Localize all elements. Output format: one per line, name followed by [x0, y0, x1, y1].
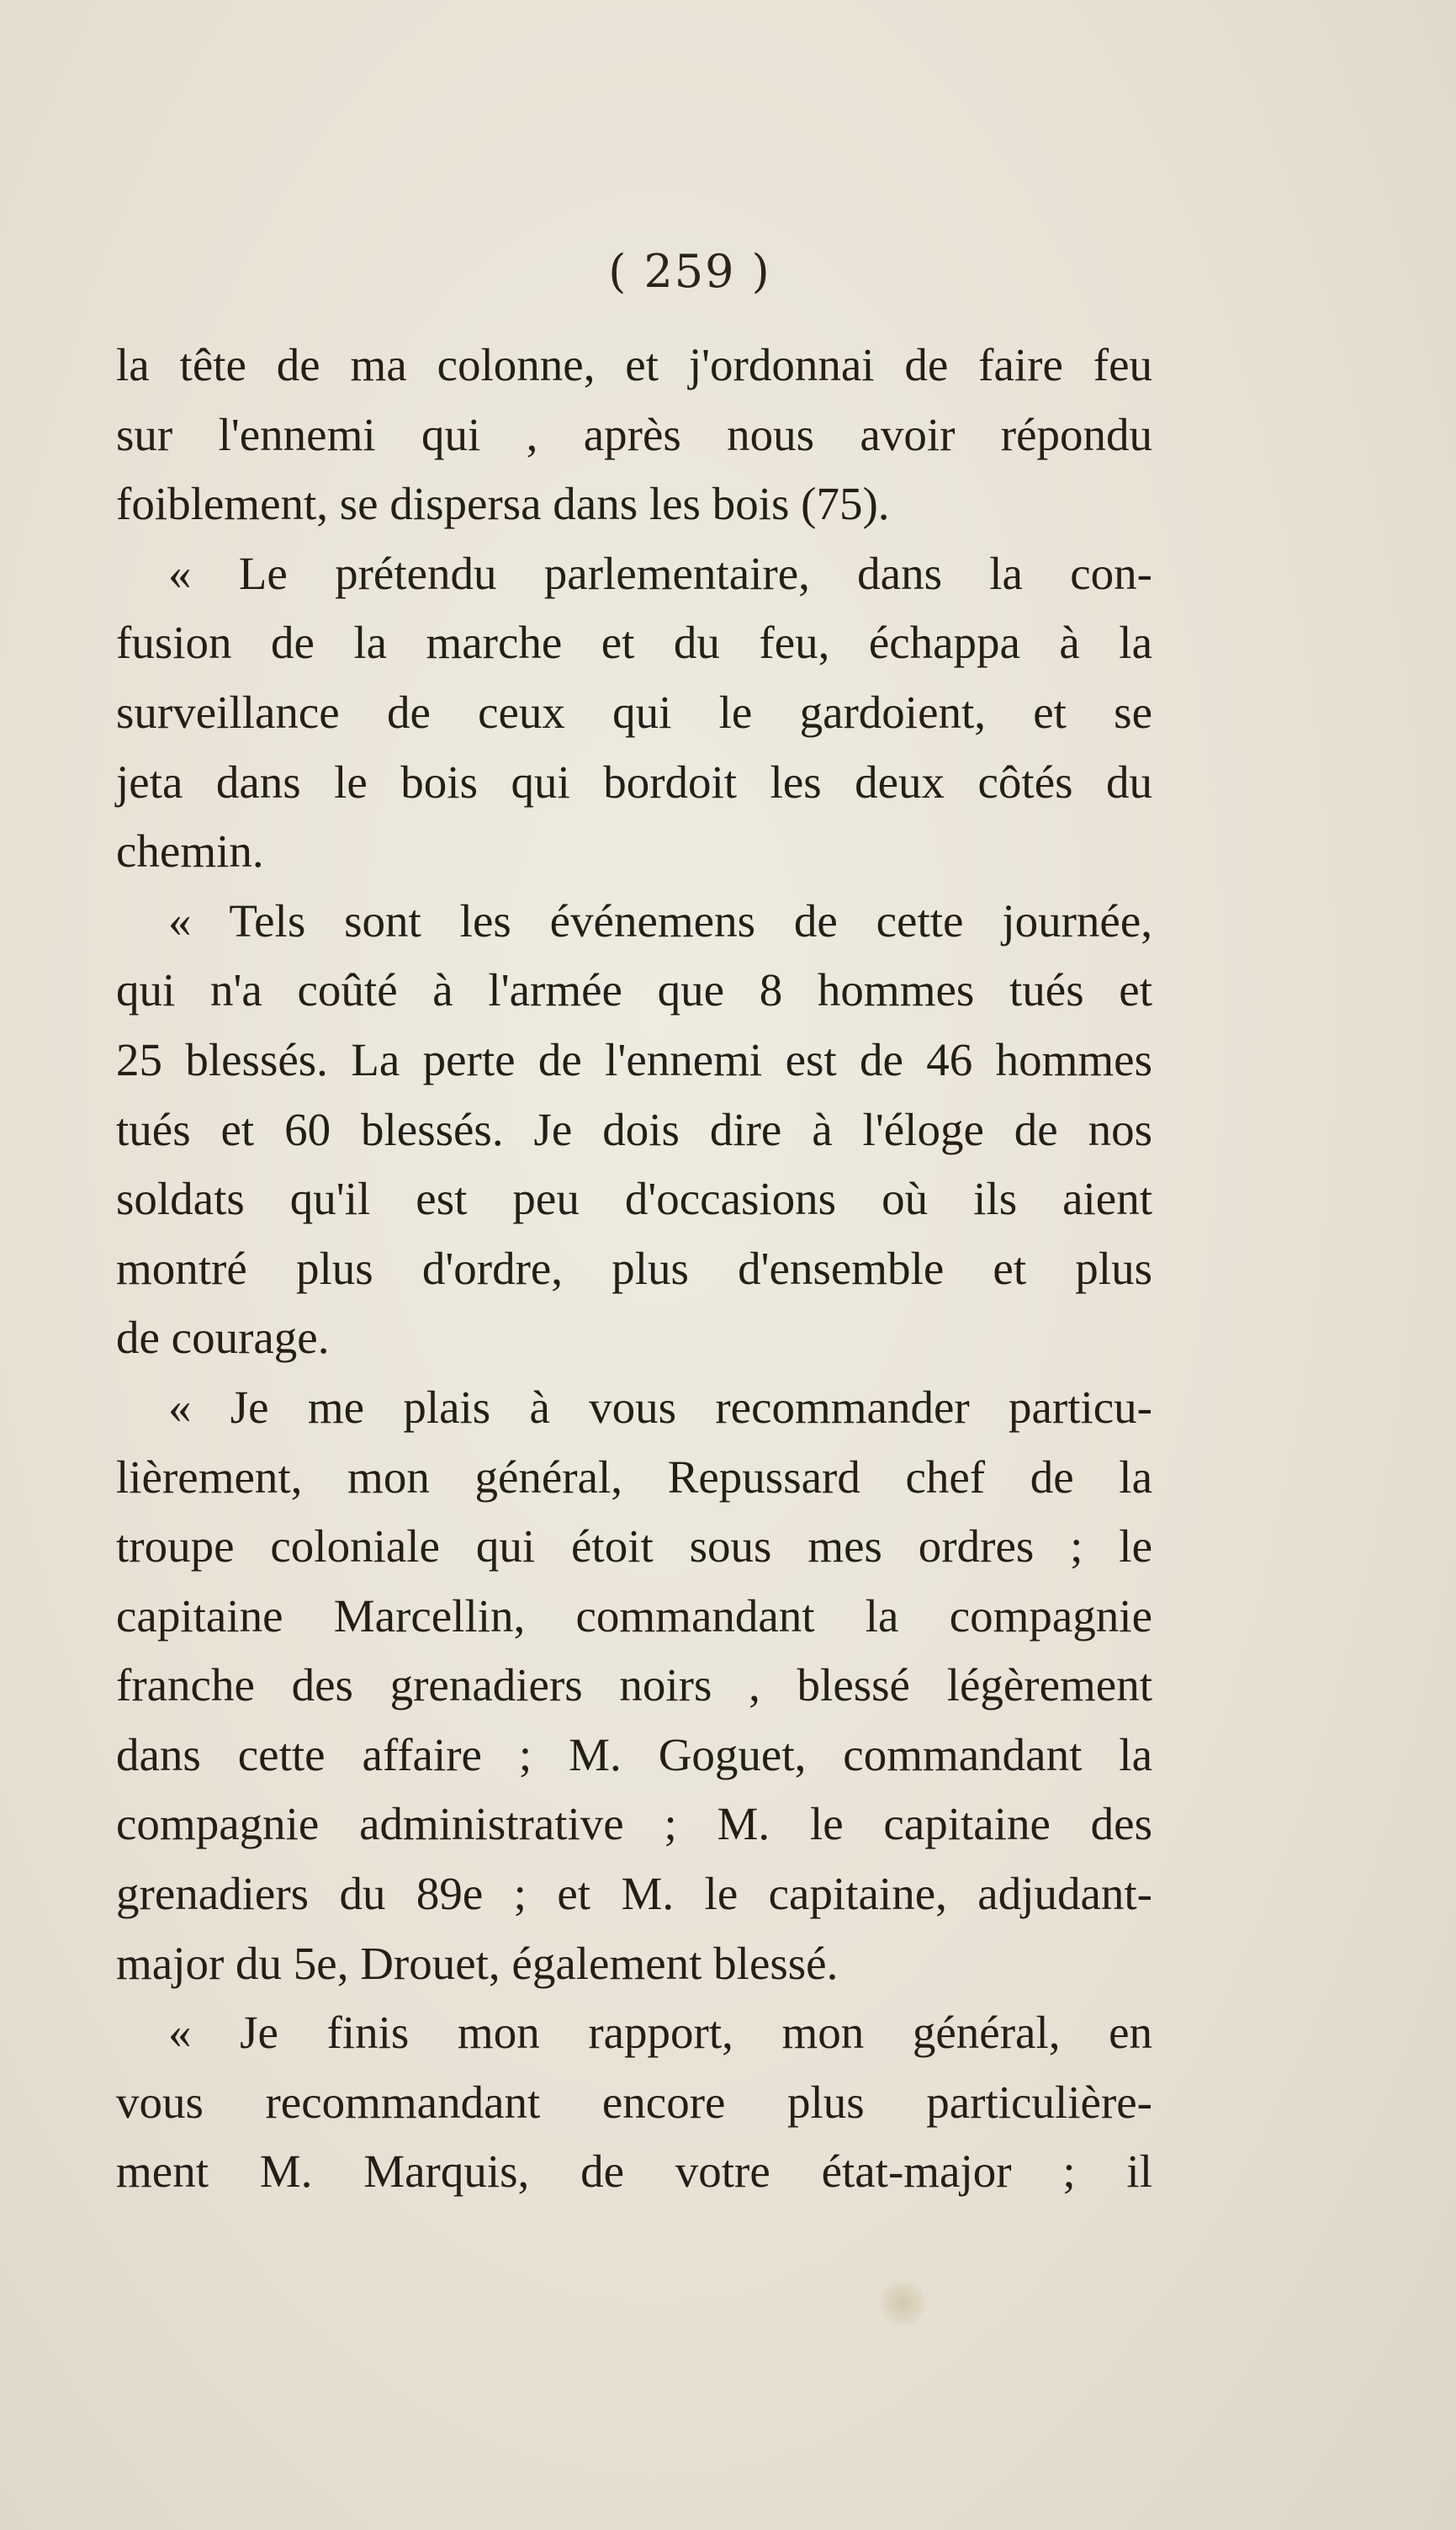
text-line: de courage.	[116, 1312, 330, 1364]
text-line: ment M. Marquis, de votre état-major ; il	[116, 2145, 1152, 2198]
text-line: foiblement, se dispersa dans les bois (75).	[116, 478, 890, 530]
text-line: chemin.	[116, 825, 264, 878]
text-line: capitaine Marcellin, commandant la compagnie	[116, 1589, 1152, 1642]
text-line: vous recommandant encore plus particulière-	[116, 2076, 1152, 2128]
page-number: ( 259 )	[608, 245, 771, 298]
text-line: surveillance de ceux qui le gardoient, et se	[116, 686, 1152, 738]
text-line: tués et 60 blessés. Je dois dire à l'éloge de nos	[116, 1103, 1152, 1155]
paragraph-start-line: « Tels sont les événemens de cette journée,	[168, 894, 1152, 947]
text-line: troupe coloniale qui étoit sous mes ordres ; le	[116, 1520, 1152, 1573]
body-text	[116, 331, 1152, 2207]
text-line: lièrement, mon général, Repussard chef de la	[116, 1451, 1152, 1503]
text-line: montré plus d'ordre, plus d'ensemble et plus	[116, 1242, 1152, 1294]
text-line: fusion de la marche et du feu, échappa à la	[116, 617, 1152, 669]
paragraph-start-line: « Je me plais à vous recommander particu-	[168, 1381, 1152, 1433]
text-line: major du 5e, Drouet, également blessé.	[116, 1937, 839, 1989]
text-line: sur l'ennemi qui , après nous avoir répondu	[116, 408, 1152, 460]
text-line: la tête de ma colonne, et j'ordonnai de faire feu	[116, 339, 1152, 390]
text-line: compagnie administrative ; M. le capitaine des	[116, 1798, 1152, 1850]
text-line: qui n'a coûté à l'armée que 8 hommes tués et	[116, 964, 1152, 1016]
ink-smudge	[880, 2278, 925, 2327]
text-line: 25 blessés. La perte de l'ennemi est de 46 hommes	[116, 1033, 1152, 1085]
text-line: dans cette affaire ; M. Goguet, commandant la	[116, 1728, 1152, 1780]
text-line: jeta dans le bois qui bordoit les deux côtés du	[116, 756, 1152, 808]
text-line: franche des grenadiers noirs , blessé légèrement	[116, 1659, 1152, 1711]
paragraph-start-line: « Le prétendu parlementaire, dans la con-	[168, 547, 1152, 599]
text-line: grenadiers du 89e ; et M. le capitaine, adjudant-	[116, 1868, 1152, 1920]
paragraph-start-line: « Je finis mon rapport, mon général, en	[168, 2007, 1152, 2059]
text-line: soldats qu'il est peu d'occasions où ils aient	[116, 1173, 1152, 1225]
